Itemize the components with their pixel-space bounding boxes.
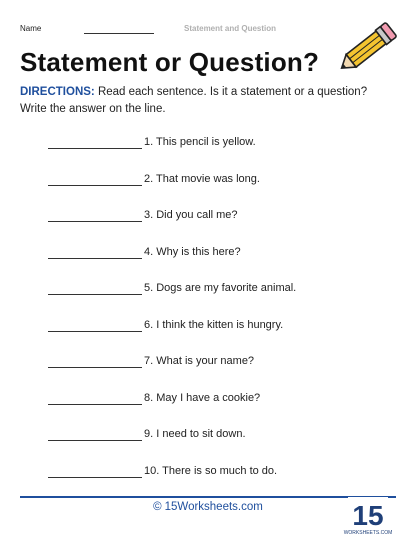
question-text: 2. That movie was long. [144,172,260,185]
question-item [48,136,388,152]
question-item [48,209,388,225]
copyright-symbol: © [153,501,162,513]
answer-line[interactable] [48,440,142,441]
question-text: 8. May I have a cookie? [144,391,261,404]
question-item [48,428,388,444]
worksheets-logo [343,497,393,537]
question-text: 5. Dogs are my favorite animal. [144,282,297,294]
name-label: Name [20,24,42,33]
question-text: 3. Did you call me? [144,209,238,221]
footer-rule [20,496,396,498]
answer-line[interactable] [48,221,142,222]
question-text: 4. Why is this here? [144,245,241,258]
directions [20,84,380,118]
directions-label: DIRECTIONS: [20,86,95,98]
pencil-icon [340,14,400,78]
answer-line[interactable] [48,331,142,332]
question-text: 9. I need to sit down. [144,428,246,440]
question-item [48,282,388,298]
svg-text:15: 15 [352,500,384,531]
answer-line[interactable] [48,477,142,478]
worksheet-header-title: Statement and Question [184,24,277,33]
question-item [48,465,388,481]
question-text: 6. I think the kitten is hungry. [144,318,284,331]
question-item [48,173,388,189]
answer-line[interactable] [48,404,142,405]
directions-text: Read each sentence. Is it a statement or a question? Write the answer on the line. [20,86,368,115]
question-text: 1. This pencil is yellow. [144,136,256,148]
name-line[interactable] [84,33,154,34]
answer-line[interactable] [48,294,142,295]
question-item [48,246,388,262]
footer-site: 15Worksheets.com [164,501,263,513]
answer-line[interactable] [48,148,142,149]
answer-line[interactable] [48,367,142,368]
question-item [48,319,388,335]
question-text: 7. What is your name? [144,355,255,367]
question-item [48,355,388,371]
svg-text:WORKSHEETS.COM: WORKSHEETS.COM [343,530,393,536]
question-text: 10. There is so much to do. [144,464,278,477]
question-item [48,392,388,408]
name-header-row [20,24,320,38]
page-title: Statement or Question? [20,47,320,77]
answer-line[interactable] [48,258,142,259]
answer-line[interactable] [48,185,142,186]
